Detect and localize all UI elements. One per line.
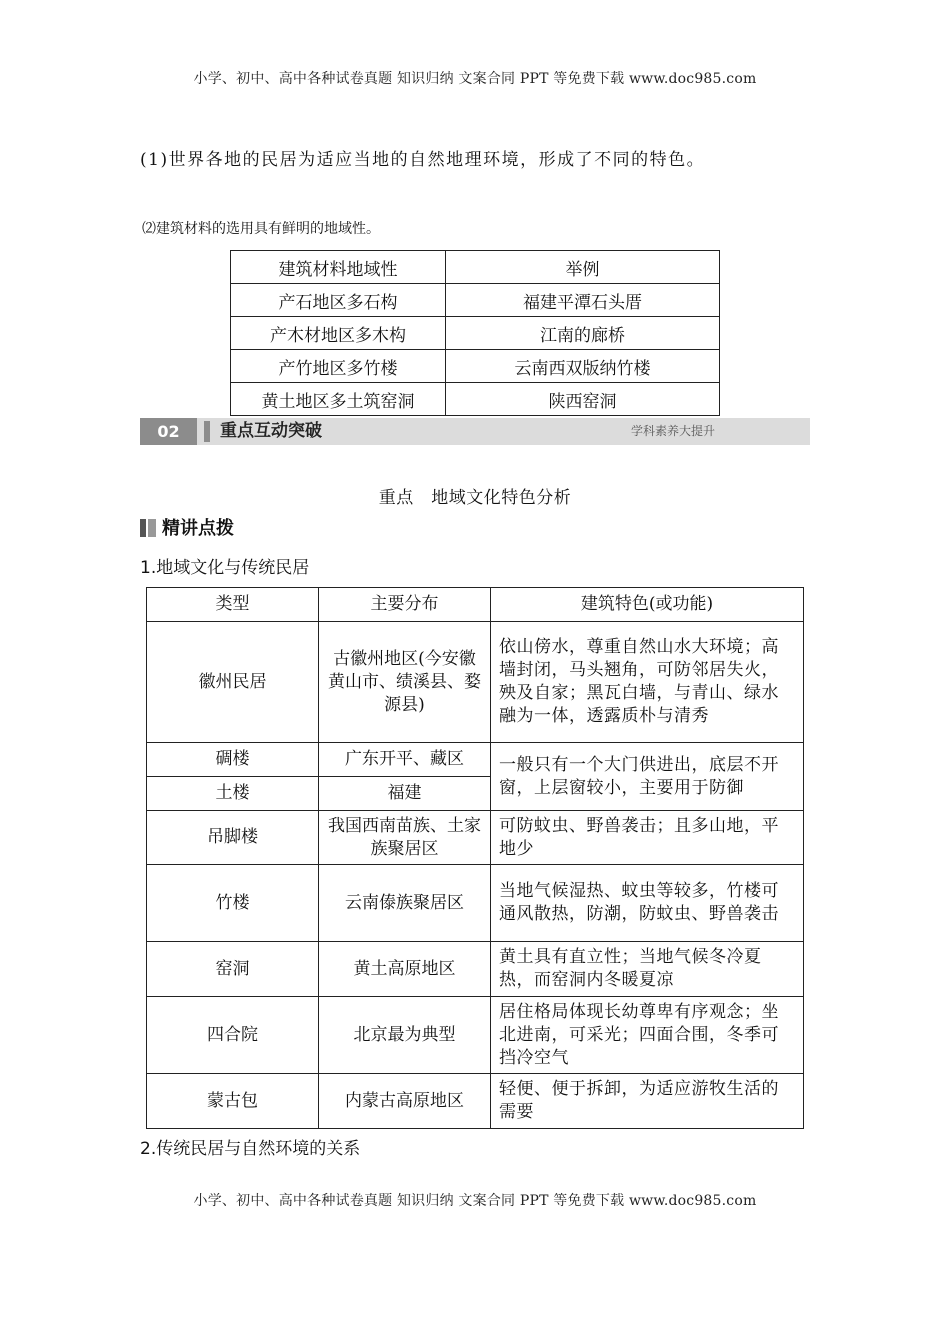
table-row [147, 865, 804, 942]
table-cell: 蒙古包 [147, 1074, 319, 1129]
table-row [231, 383, 720, 416]
table-cell: 产竹地区多竹楼 [231, 350, 446, 383]
table-cell: 轻便、便于拆卸，为适应游牧生活的需要 [491, 1074, 804, 1129]
table-row [147, 811, 804, 865]
table-row [231, 284, 720, 317]
subheading-1: 1.地域文化与传统民居 [140, 558, 310, 578]
table-row [231, 317, 720, 350]
table-cell-merged: 一般只有一个大门供进出，底层不开窗，上层窗较小，主要用于防御 [491, 743, 804, 811]
table-cell: 江南的廊桥 [446, 317, 720, 350]
table-cell: 云南傣族聚居区 [319, 865, 491, 942]
table-cell: 徽州民居 [147, 622, 319, 743]
table-row [147, 622, 804, 743]
table-header-cell: 主要分布 [319, 588, 491, 622]
focus-title: 重点 地域文化特色分析 [378, 488, 572, 508]
table-cell: 黄土具有直立性；当地气候冬冷夏热，而窑洞内冬暖夏凉 [491, 942, 804, 997]
table-cell: 竹楼 [147, 865, 319, 942]
table-cell: 古徽州地区(今安徽黄山市、绩溪县、婺源县) [319, 622, 491, 743]
table-cell: 吊脚楼 [147, 811, 319, 865]
table-header-cell: 举例 [446, 251, 720, 284]
table-row [147, 942, 804, 997]
table-cell: 窑洞 [147, 942, 319, 997]
table-header-row [147, 588, 804, 622]
banner-number: 02 [140, 418, 197, 445]
table-cell: 依山傍水，尊重自然山水大环境；高墙封闭，马头翘角，可防邻居失火，殃及自家；黑瓦白墙，与青山、绿水融为一体，透露质朴与清秀 [491, 622, 804, 743]
banner-divider [204, 421, 210, 442]
table-cell: 产石地区多石构 [231, 284, 446, 317]
table-cell: 广东开平、藏区 [319, 743, 491, 777]
page-header: 小学、初中、高中各种试卷真题 知识归纳 文案合同 PPT 等免费下载 www.doc985.com [193, 71, 757, 87]
section-bookmark-icon [140, 519, 156, 537]
table-row [147, 1074, 804, 1129]
table-cell: 云南西双版纳竹楼 [446, 350, 720, 383]
table-cell: 可防蚊虫、野兽袭击；且多山地，平地少 [491, 811, 804, 865]
table-header-cell: 类型 [147, 588, 319, 622]
table-cell: 我国西南苗族、土家族聚居区 [319, 811, 491, 865]
table-row [147, 743, 804, 777]
dwellings-table [146, 587, 804, 1129]
table-cell: 土楼 [147, 777, 319, 811]
table-cell: 黄土高原地区 [319, 942, 491, 997]
table-row [147, 997, 804, 1074]
table-cell: 产木材地区多木构 [231, 317, 446, 350]
table-cell: 四合院 [147, 997, 319, 1074]
section-title [140, 514, 234, 540]
paragraph-2: ⑵建筑材料的选用具有鲜明的地域性。 [142, 221, 380, 237]
banner-subtitle: 学科素养大提升 [630, 424, 715, 438]
table-cell: 陕西窑洞 [446, 383, 720, 416]
table-row [231, 350, 720, 383]
table-header-cell: 建筑特色(或功能) [491, 588, 804, 622]
subheading-2: 2.传统民居与自然环境的关系 [140, 1139, 361, 1159]
table-cell: 居住格局体现长幼尊卑有序观念；坐北进南，可采光；四面合围，冬季可挡冷空气 [491, 997, 804, 1074]
table-cell: 福建 [319, 777, 491, 811]
table-header-row [231, 251, 720, 284]
table-cell: 北京最为典型 [319, 997, 491, 1074]
page-footer: 小学、初中、高中各种试卷真题 知识归纳 文案合同 PPT 等免费下载 www.doc985.com [193, 1193, 757, 1209]
table-header-cell: 建筑材料地域性 [231, 251, 446, 284]
table-cell: 碉楼 [147, 743, 319, 777]
paragraph-1: (1)世界各地的民居为适应当地的自然地理环境，形成了不同的特色。 [140, 150, 706, 170]
materials-table [230, 250, 720, 416]
banner-title: 重点互动突破 [220, 421, 322, 441]
table-cell: 当地气候湿热、蚊虫等较多，竹楼可通风散热，防潮，防蚊虫、野兽袭击 [491, 865, 804, 942]
table-cell: 福建平潭石头厝 [446, 284, 720, 317]
table-cell: 黄土地区多土筑窑洞 [231, 383, 446, 416]
section-banner [140, 418, 810, 445]
section-title-text: 精讲点拨 [162, 518, 234, 539]
table-cell: 内蒙古高原地区 [319, 1074, 491, 1129]
